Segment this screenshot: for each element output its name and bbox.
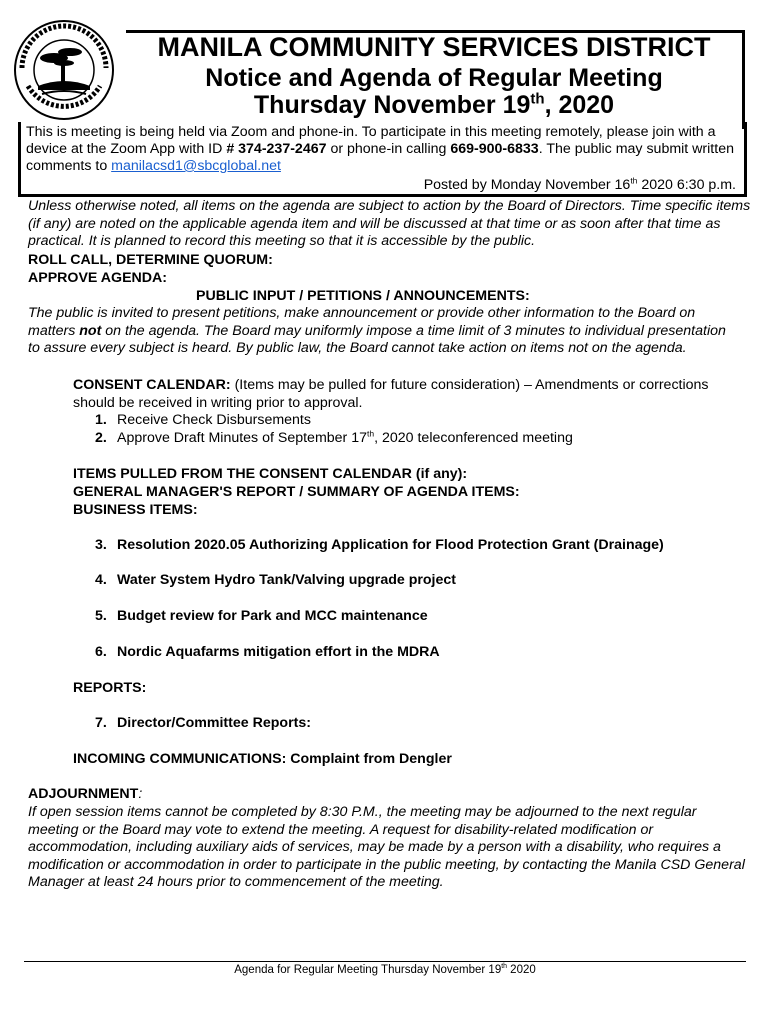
zoom-id: # 374-237-2467: [226, 141, 327, 157]
public-input-text: The public is invited to present petitions, make announcement or provide other information to the Board on matters not on the agenda. The Board may uniformly impose a time limit of 3 minutes to individual presentation to assure every subject is heard. By public law, the Board cannot take action on items not on the agenda.: [28, 305, 726, 356]
list-item: 2. Approve Draft Minutes of September 17th, 2020 teleconferenced meeting: [95, 428, 573, 446]
list-item: 1. Receive Check Disbursements: [95, 412, 311, 428]
posted-date: Posted by Monday November 16th 2020 6:30 p.m.: [423, 175, 736, 193]
phone-number: 669-900-6833: [450, 141, 539, 157]
public-input-heading: PUBLIC INPUT / PETITIONS / ANNOUNCEMENTS:: [196, 288, 530, 304]
approve-agenda-heading: APPROVE AGENDA:: [28, 270, 167, 286]
intro-text: Unless otherwise noted, all items on the agenda are subject to action by the Board of Directors. Time specific items (if any) are noted on the applicable agenda item and will be discussed at that time or as soon after that time as practical. It is planned to record this meeting so that it is accessible by the public.: [28, 198, 751, 249]
incoming-communications: INCOMING COMMUNICATIONS: Complaint from Dengler: [73, 751, 452, 767]
consent-calendar: CONSENT CALENDAR: (Items may be pulled for future consideration) – Amendments or corrections should be received in writing prior to approval.: [73, 377, 709, 411]
list-item: 6. Nordic Aquafarms mitigation effort in the MDRA: [95, 644, 440, 660]
meeting-date: Thursday November 19th, 2020: [253, 90, 615, 120]
district-title: MANILA COMMUNITY SERVICES DISTRICT: [157, 32, 711, 62]
list-item: 4. Water System Hydro Tank/Valving upgrade project: [95, 572, 457, 588]
business-items-heading: BUSINESS ITEMS:: [73, 502, 198, 518]
footer-divider: [24, 961, 746, 962]
adjournment-heading: ADJOURNMENT:: [28, 786, 143, 802]
header: [126, 33, 742, 120]
meeting-subtitle: Notice and Agenda of Regular Meeting: [205, 63, 663, 92]
reports-heading: REPORTS:: [73, 680, 147, 696]
list-item: 7. Director/Committee Reports:: [95, 715, 311, 731]
gm-report-heading: GENERAL MANAGER'S REPORT / SUMMARY OF AGENDA ITEMS:: [73, 484, 520, 500]
items-pulled-heading: ITEMS PULLED FROM THE CONSENT CALENDAR (if any):: [73, 466, 468, 482]
list-item: 3. Resolution 2020.05 Authorizing Application for Flood Protection Grant (Drainage): [95, 537, 664, 553]
page-footer: Agenda for Regular Meeting Thursday November 19th 2020: [234, 963, 536, 976]
roll-call-heading: ROLL CALL, DETERMINE QUORUM:: [28, 252, 273, 268]
consent-label: CONSENT CALENDAR:: [73, 377, 231, 393]
adjournment-text: If open session items cannot be completed by 8:30 P.M., the meeting may be adjourned to the next regular meeting or the Board may vote to extend the meeting. A request for disability-related modification or accommodation, including auxiliary aids of services, may be made by a person with a disability, who requires a modification or accommodation in order to participate in the public meeting, by contacting the Manila CSD General Manager at least 24 hours prior to commencement of the meeting.: [28, 804, 745, 890]
list-item: 5. Budget review for Park and MCC maintenance: [95, 608, 428, 624]
district-seal-icon: [12, 18, 116, 122]
email-link[interactable]: manilacsd1@sbcglobal.net: [111, 158, 281, 174]
participation-info: This is meeting is being held via Zoom and phone-in. To participate in this meeting remotely, please join with a device at the Zoom App with ID # 374-237-2467 or phone-in calling 669-900-6833. The public may submit written comments to manilacsd1@sbcglobal.net: [26, 124, 734, 174]
